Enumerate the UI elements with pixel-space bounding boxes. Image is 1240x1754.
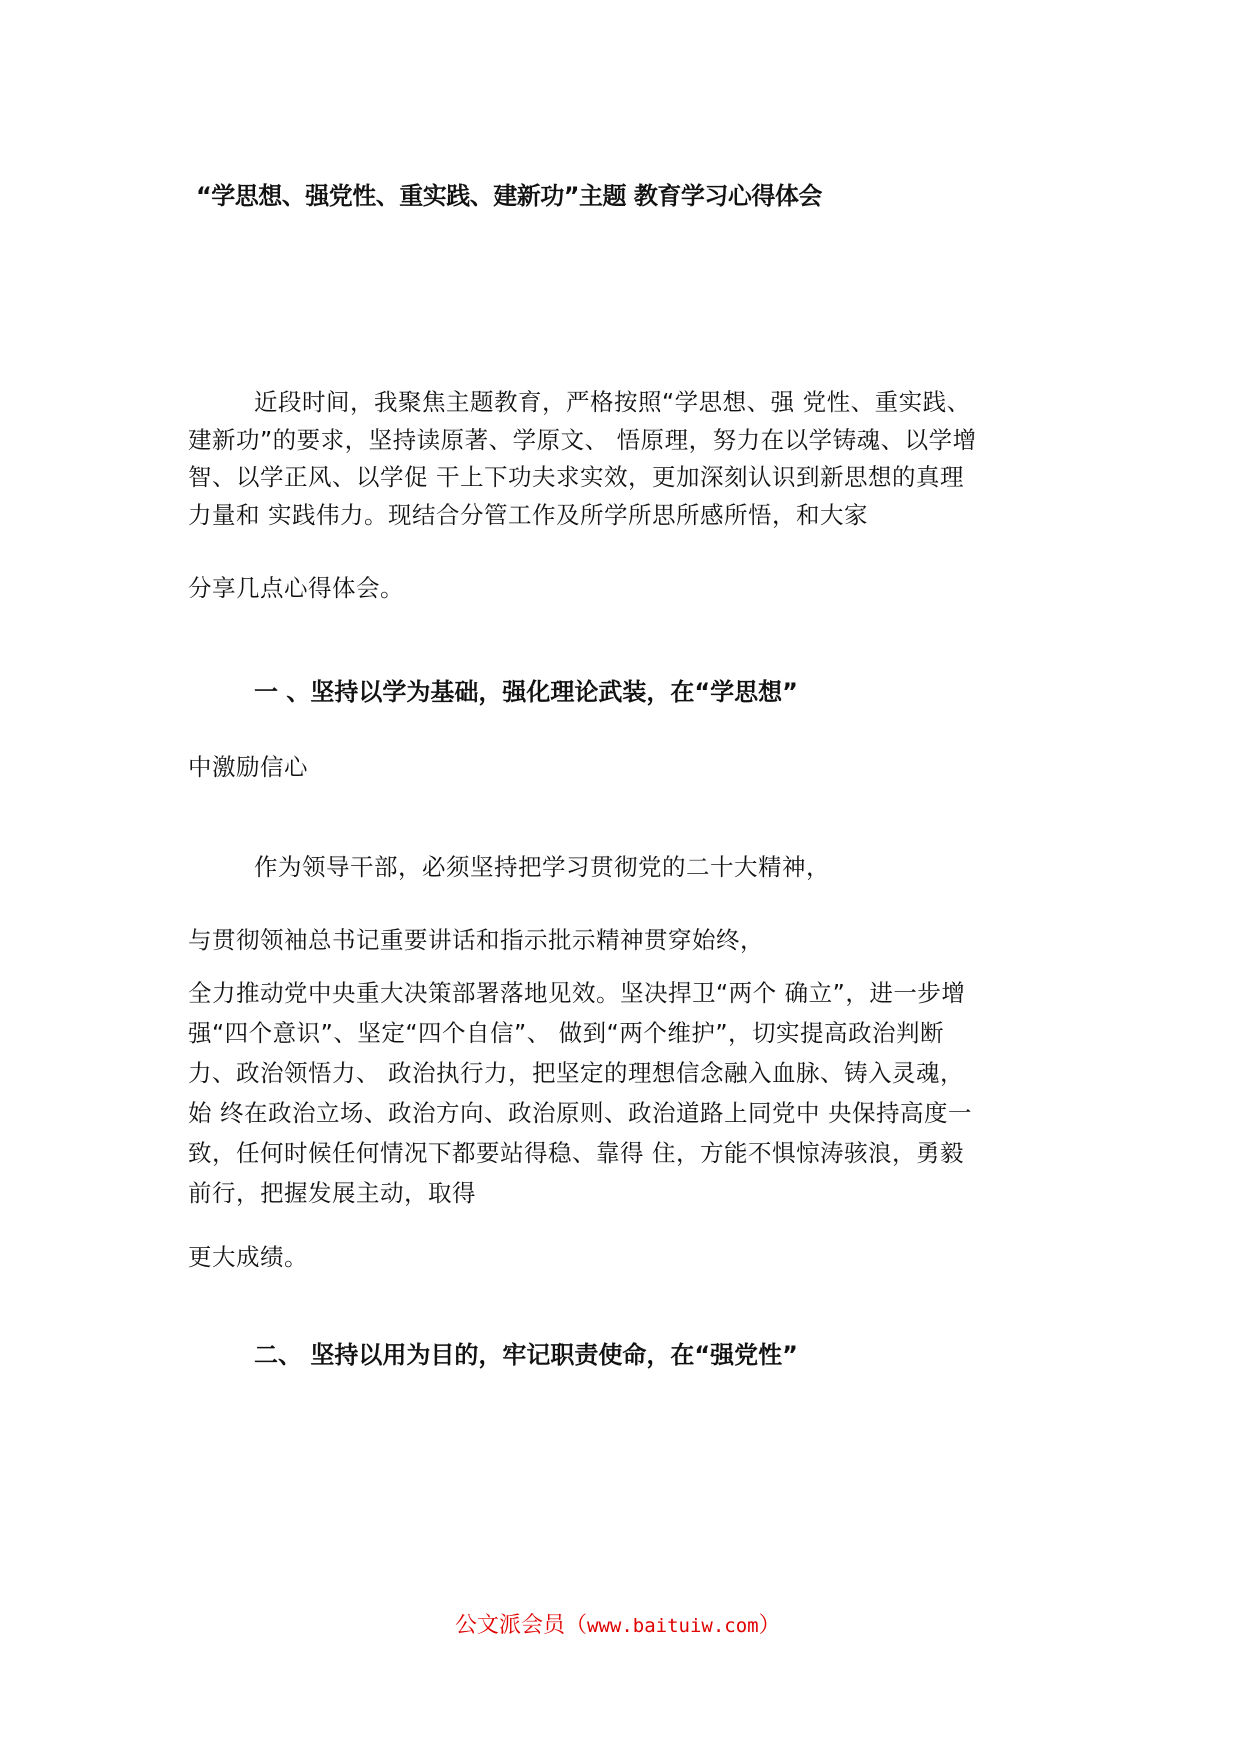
- intro-paragraph-tail: 分享几点心得体会。: [188, 574, 404, 602]
- section-2-heading: 二、 坚持以用为目的，牢记职责使命，在“强党性”: [254, 1341, 798, 1369]
- paragraph-line: 始 终在政治立场、政治方向、政治原则、政治道路上同党中 央保持高度一: [188, 1099, 972, 1127]
- paragraph-line: 全力推动党中央重大决策部署落地见效。坚决捍卫“两个 确立”，进一步增: [188, 979, 966, 1007]
- intro-paragraph: [188, 384, 977, 534]
- paragraph-line: 前行，把握发展主动，取得: [188, 1179, 476, 1207]
- section-1-paragraph-3-tail: 更大成绩。: [188, 1243, 308, 1271]
- paragraph-line: 近段时间，我聚焦主题教育，严格按照“学思想、强 党性、重实践、: [254, 388, 971, 416]
- footer-watermark: [455, 1608, 781, 1639]
- paragraph-line: 智、以学正风、以学促 干上下功夫求实效，更加深刻认识到新思想的真理: [188, 463, 964, 491]
- section-1-paragraph-2: 与贯彻领袖总书记重要讲话和指示批示精神贯穿始终，: [188, 926, 764, 954]
- paragraph-line: 建新功”的要求，坚持读原著、学原文、 悟原理，努力在以学铸魂、以学增: [188, 425, 977, 454]
- footer-url[interactable]: www.baituiw.com: [587, 1615, 759, 1637]
- paragraph-line: 强“四个意识”、坚定“四个自信”、 做到“两个维护”，切实提高政治判断: [188, 1019, 945, 1047]
- paragraph-line: 力、政治领悟力、 政治执行力，把坚定的理想信念融入血脉、铸入灵魂，: [188, 1059, 964, 1087]
- paragraph-line: 致，任何时候任何情况下都要站得稳、靠得 住，方能不惧惊涛骇浪，勇毅: [188, 1139, 964, 1167]
- footer-paren-close: ）: [758, 1613, 781, 1638]
- section-1-heading: 一 、坚持以学为基础，强化理论武装，在“学思想”: [254, 678, 798, 706]
- footer-paren-open: （: [565, 1613, 588, 1638]
- section-1-paragraph-3: [188, 973, 972, 1213]
- section-1-paragraph-1: 作为领导干部，必须坚持把学习贯彻党的二十大精神，: [254, 853, 830, 881]
- document-title: “学思想、强党性、重实践、建新功”主题 教育学习心得体会: [196, 182, 822, 210]
- footer-brand: 公文派会员: [455, 1613, 566, 1638]
- section-1-heading-tail: 中激励信心: [188, 753, 308, 781]
- paragraph-line: 力量和 实践伟力。现结合分管工作及所学所思所感所悟，和大家: [188, 500, 868, 529]
